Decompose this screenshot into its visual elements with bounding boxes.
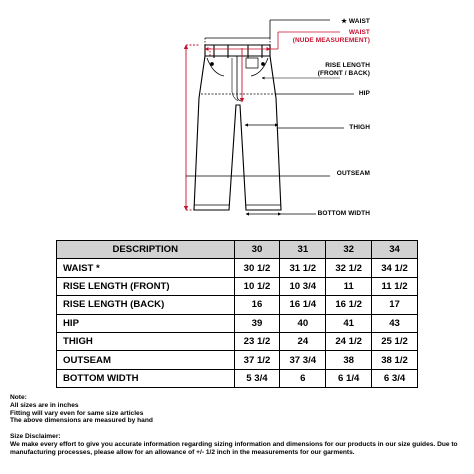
header-size-30: 30 bbox=[234, 241, 280, 259]
pants-outline bbox=[194, 45, 281, 210]
size-chart-table bbox=[56, 240, 418, 388]
callout-waist-nude-line2: (NUDE MEASUREMENT) bbox=[292, 36, 370, 44]
notes-line: All sizes are in inches bbox=[10, 401, 79, 409]
cell-value: 30 1/2 bbox=[234, 259, 280, 277]
callout-rise-line1: RISE LENGTH bbox=[325, 62, 370, 69]
header-size-34: 34 bbox=[372, 241, 418, 259]
row-label: OUTSEAM bbox=[57, 351, 235, 369]
cell-value: 37 3/4 bbox=[280, 351, 326, 369]
cell-value: 16 1/2 bbox=[326, 296, 372, 314]
cell-value: 6 bbox=[280, 369, 326, 387]
cell-value: 6 1/4 bbox=[326, 369, 372, 387]
notes-title: Note: bbox=[10, 394, 27, 401]
table-header-row bbox=[57, 241, 418, 259]
cell-value: 10 3/4 bbox=[280, 277, 326, 295]
callout-bottom-width: BOTTOM WIDTH bbox=[317, 210, 370, 217]
notes-section bbox=[10, 394, 470, 457]
cell-value: 34 1/2 bbox=[372, 259, 418, 277]
cell-value: 10 1/2 bbox=[234, 277, 280, 295]
table-row bbox=[57, 369, 418, 387]
row-label: WAIST * bbox=[57, 259, 235, 277]
row-label: BOTTOM WIDTH bbox=[57, 369, 235, 387]
callout-rise-line2: (FRONT / BACK) bbox=[317, 69, 370, 77]
cell-value: 32 1/2 bbox=[326, 259, 372, 277]
cell-value: 11 1/2 bbox=[372, 277, 418, 295]
cell-value: 6 3/4 bbox=[372, 369, 418, 387]
callout-thigh: THIGH bbox=[349, 124, 370, 131]
callout-waist-nude bbox=[270, 29, 370, 44]
cell-value: 38 1/2 bbox=[372, 351, 418, 369]
cell-value: 31 1/2 bbox=[280, 259, 326, 277]
notes-line: Fitting will vary even for same size articles bbox=[10, 409, 144, 417]
row-label: RISE LENGTH (FRONT) bbox=[57, 277, 235, 295]
callout-outseam: OUTSEAM bbox=[336, 170, 370, 177]
cell-value: 24 1/2 bbox=[326, 332, 372, 350]
cell-value: 11 bbox=[326, 277, 372, 295]
cell-value: 40 bbox=[280, 314, 326, 332]
table-row bbox=[57, 259, 418, 277]
notes-line: The above dimensions are measured by hand bbox=[10, 417, 153, 425]
table-row bbox=[57, 296, 418, 314]
disclaimer-title: Size Disclaimer: bbox=[10, 433, 61, 441]
cell-value: 16 bbox=[234, 296, 280, 314]
cell-value: 17 bbox=[372, 296, 418, 314]
cell-value: 5 3/4 bbox=[234, 369, 280, 387]
row-label: RISE LENGTH (BACK) bbox=[57, 296, 235, 314]
cell-value: 43 bbox=[372, 314, 418, 332]
row-label: HIP bbox=[57, 314, 235, 332]
header-size-31: 31 bbox=[280, 241, 326, 259]
cell-value: 39 bbox=[234, 314, 280, 332]
callout-waist-nude-line1: WAIST bbox=[348, 29, 370, 36]
callout-rise-length bbox=[290, 62, 370, 77]
table-row bbox=[57, 314, 418, 332]
cell-value: 24 bbox=[280, 332, 326, 350]
disclaimer-text: We make every effort to give you accurate information regarding sizing information and dimensions for our products in our size guides. Due to manufacturing processes, please allow for an allowance of +/- 1/2 inch in the measurements for our garments. bbox=[10, 440, 458, 456]
cell-value: 25 1/2 bbox=[372, 332, 418, 350]
cell-value: 16 1/4 bbox=[280, 296, 326, 314]
pants-measurement-diagram bbox=[0, 0, 474, 232]
header-description: DESCRIPTION bbox=[57, 241, 235, 259]
row-label: THIGH bbox=[57, 332, 235, 350]
callout-hip: HIP bbox=[358, 90, 370, 97]
header-size-32: 32 bbox=[326, 241, 372, 259]
table-row bbox=[57, 332, 418, 350]
cell-value: 41 bbox=[326, 314, 372, 332]
table-row bbox=[57, 277, 418, 295]
cell-value: 23 1/2 bbox=[234, 332, 280, 350]
cell-value: 38 bbox=[326, 351, 372, 369]
callout-waist: ★ WAIST bbox=[341, 18, 370, 25]
table-row bbox=[57, 351, 418, 369]
cell-value: 37 1/2 bbox=[234, 351, 280, 369]
